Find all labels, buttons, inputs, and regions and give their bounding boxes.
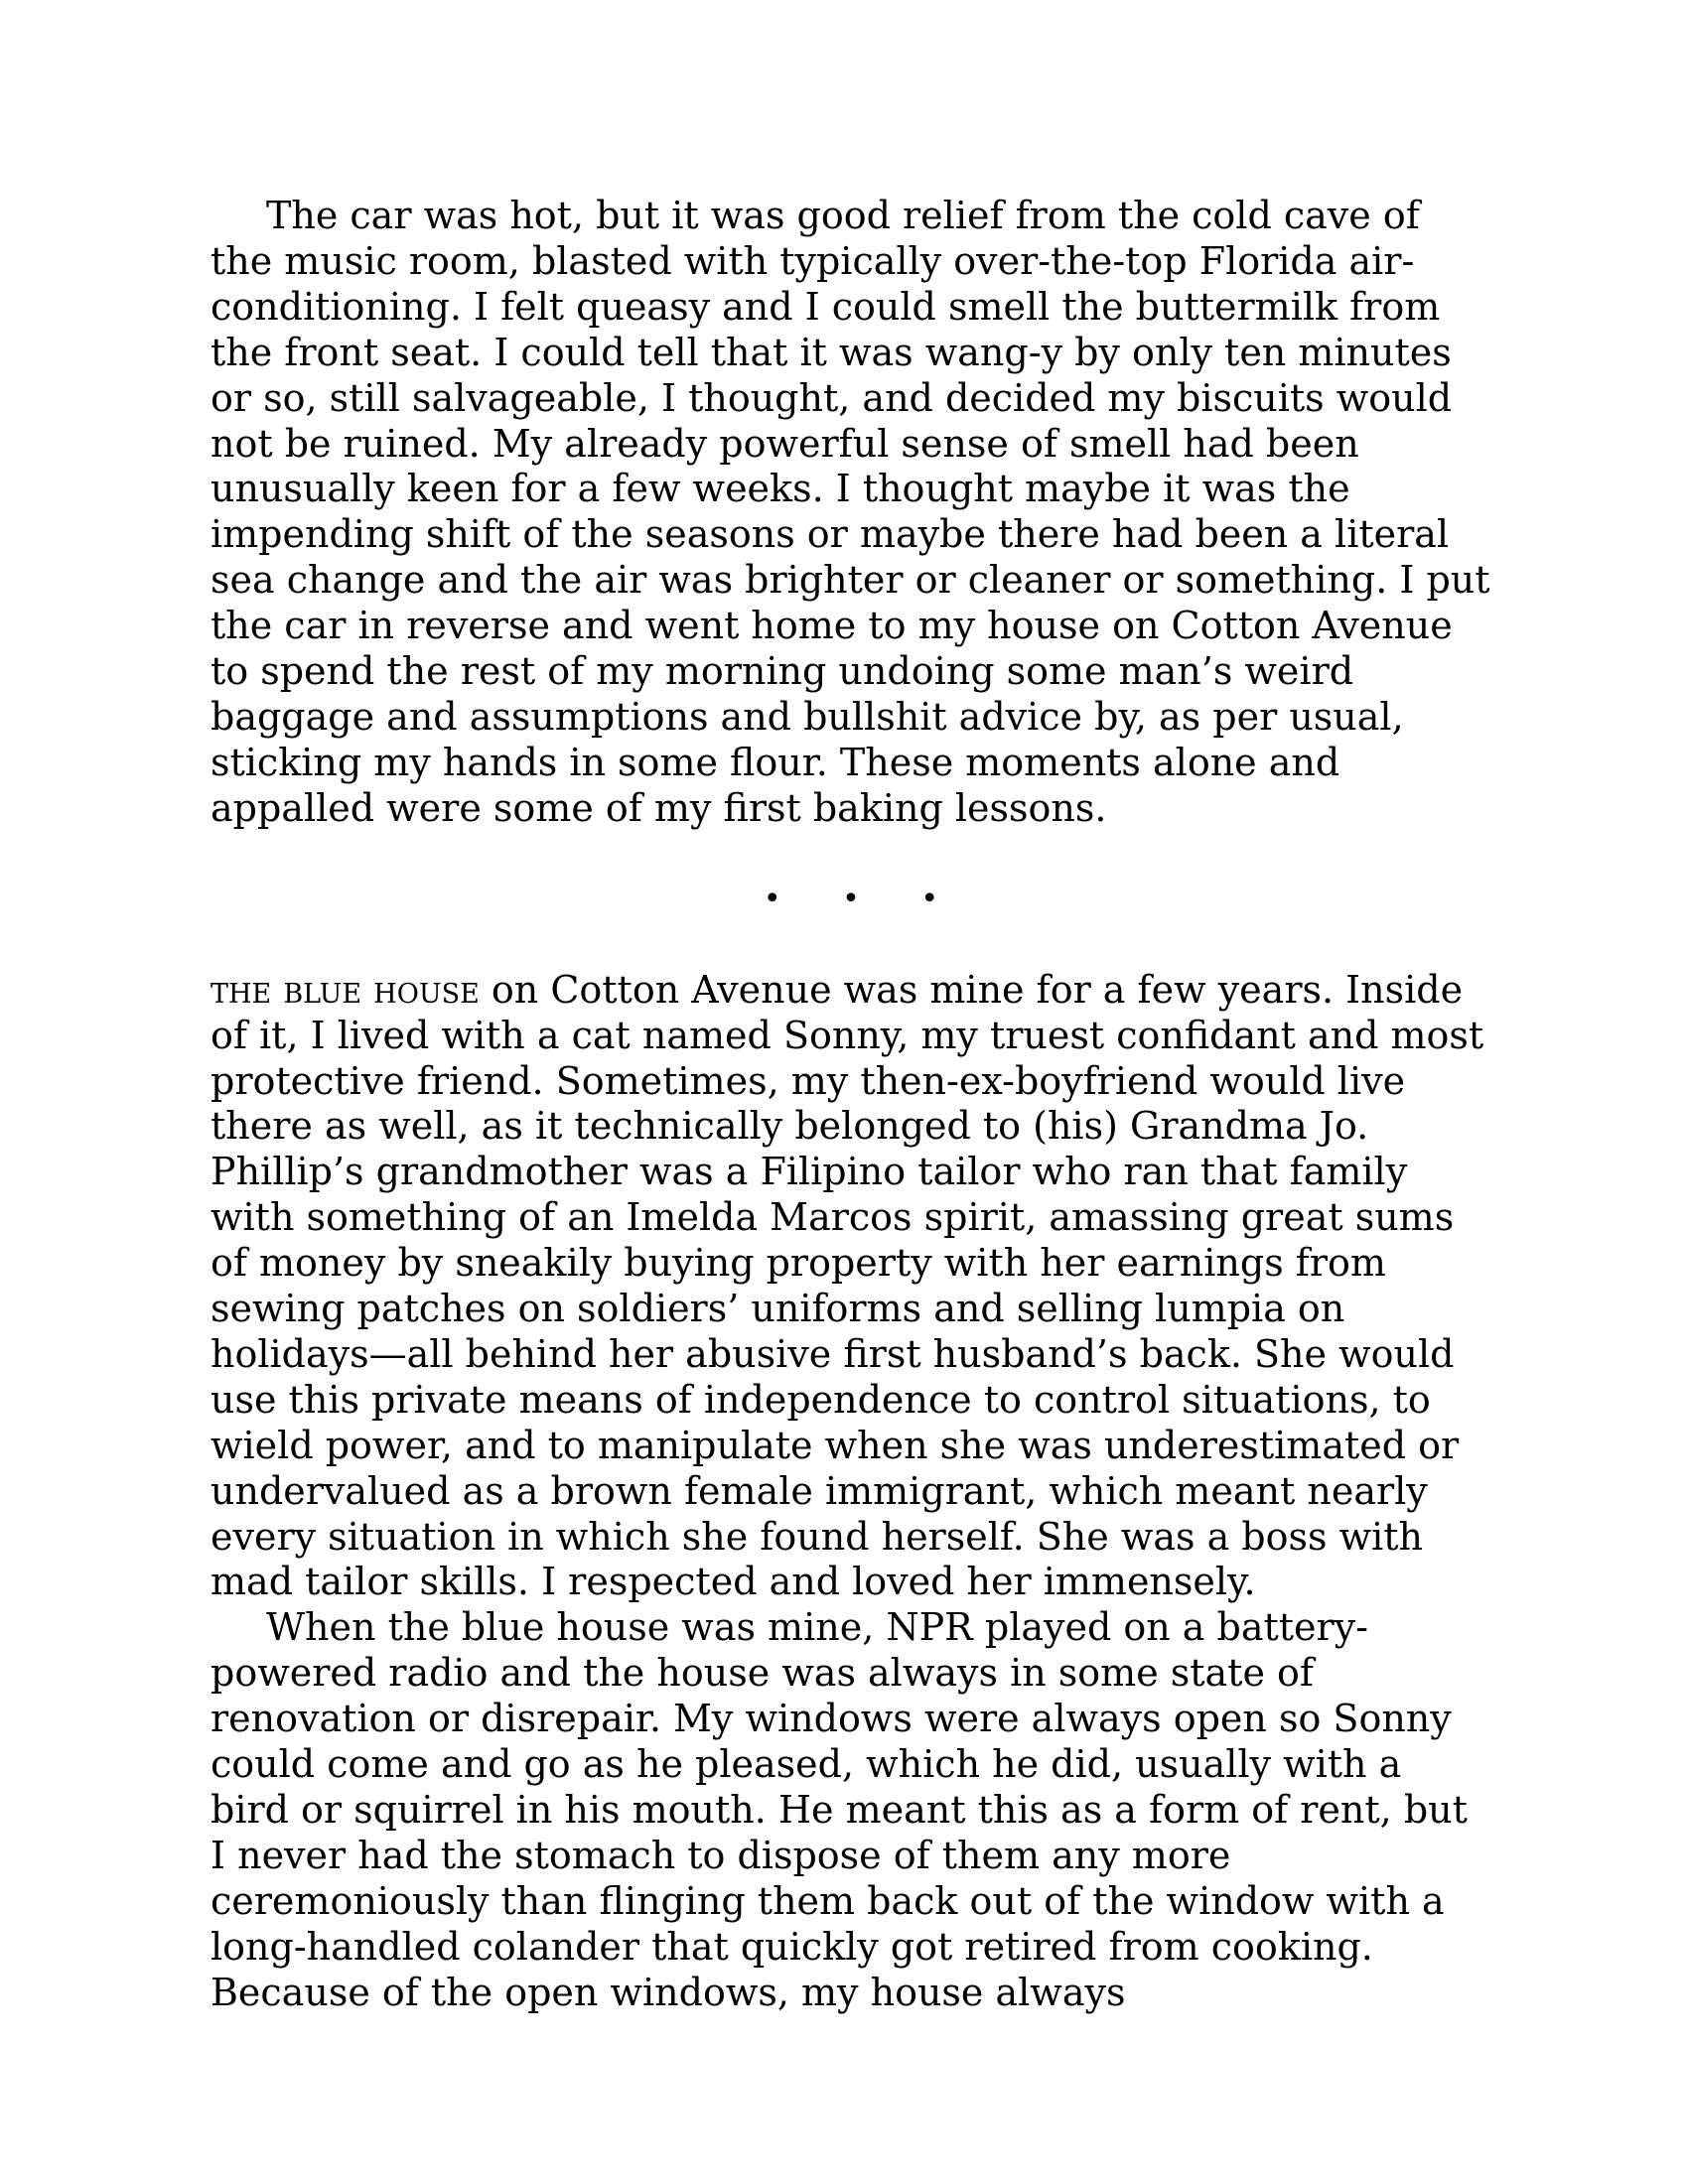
paragraph-blue-house	[211, 968, 1491, 1606]
section-break: • • •	[763, 882, 965, 917]
paragraph-car-ride: The car was hot, but it was good relief from the cold cave of the music room, blasted with typically over-the-top Florida air-conditioning. I felt queasy and I could smell the buttermilk from the front seat. I could tell that it was wang-y by only ten minutes or so, still salvageable, I thought, and decided my biscuits would not be ruined. My already powerful sense of smell had been unusually keen for a few weeks. I thought maybe it was the impending shift of the seasons or maybe there had been a literal sea change and the air was brighter or cleaner or something. I put the car in reverse and went home to my house on Cotton Avenue to spend the rest of my morning undoing some man’s weird baggage and assumptions and bullshit advice by, as per usual, sticking my hands in some flour. These moments alone and appalled were some of my first baking lessons.	[211, 194, 1490, 830]
paragraph-lead-in: the blue house	[211, 967, 480, 1012]
paragraph-blue-house-text: on Cotton Avenue was mine for a few years. Inside of it, I lived with a cat named Sonny, my truest confidant and most protective friend. Sometimes, my then-ex-boyfriend would live there as well, as it technically belonged to (his) Grandma Jo. Phillip’s grandmother was a Filipino tailor who ran that family with something of an Imelda Marcos spirit, amassing great sums of money by sneakily buying property with her earnings from sewing patches on soldiers’ uniforms and selling lumpia on holidays—all behind her abusive first husband’s back. She would use this private means of independence to control situations, to wield power, and to manipulate when she was underestimated or undervalued as a brown female immigrant, which meant nearly every situation in which she found herself. She was a boss with mad tailor skills. I respected and loved her immensely.	[211, 967, 1484, 1604]
document-page	[211, 194, 1491, 2016]
paragraph-open-windows: When the blue house was mine, NPR played on a battery-powered radio and the house was always in some state of renovation or disrepair. My windows were always open so Sonny could come and go as he pleased, which he did, usually with a bird or squirrel in his mouth. He meant this as a form of rent, but I never had the stomach to dispose of them any more ceremoniously than flinging them back out of the window with a long-handled colander that quickly got retired from cooking. Because of the open windows, my house always	[211, 1605, 1468, 2014]
